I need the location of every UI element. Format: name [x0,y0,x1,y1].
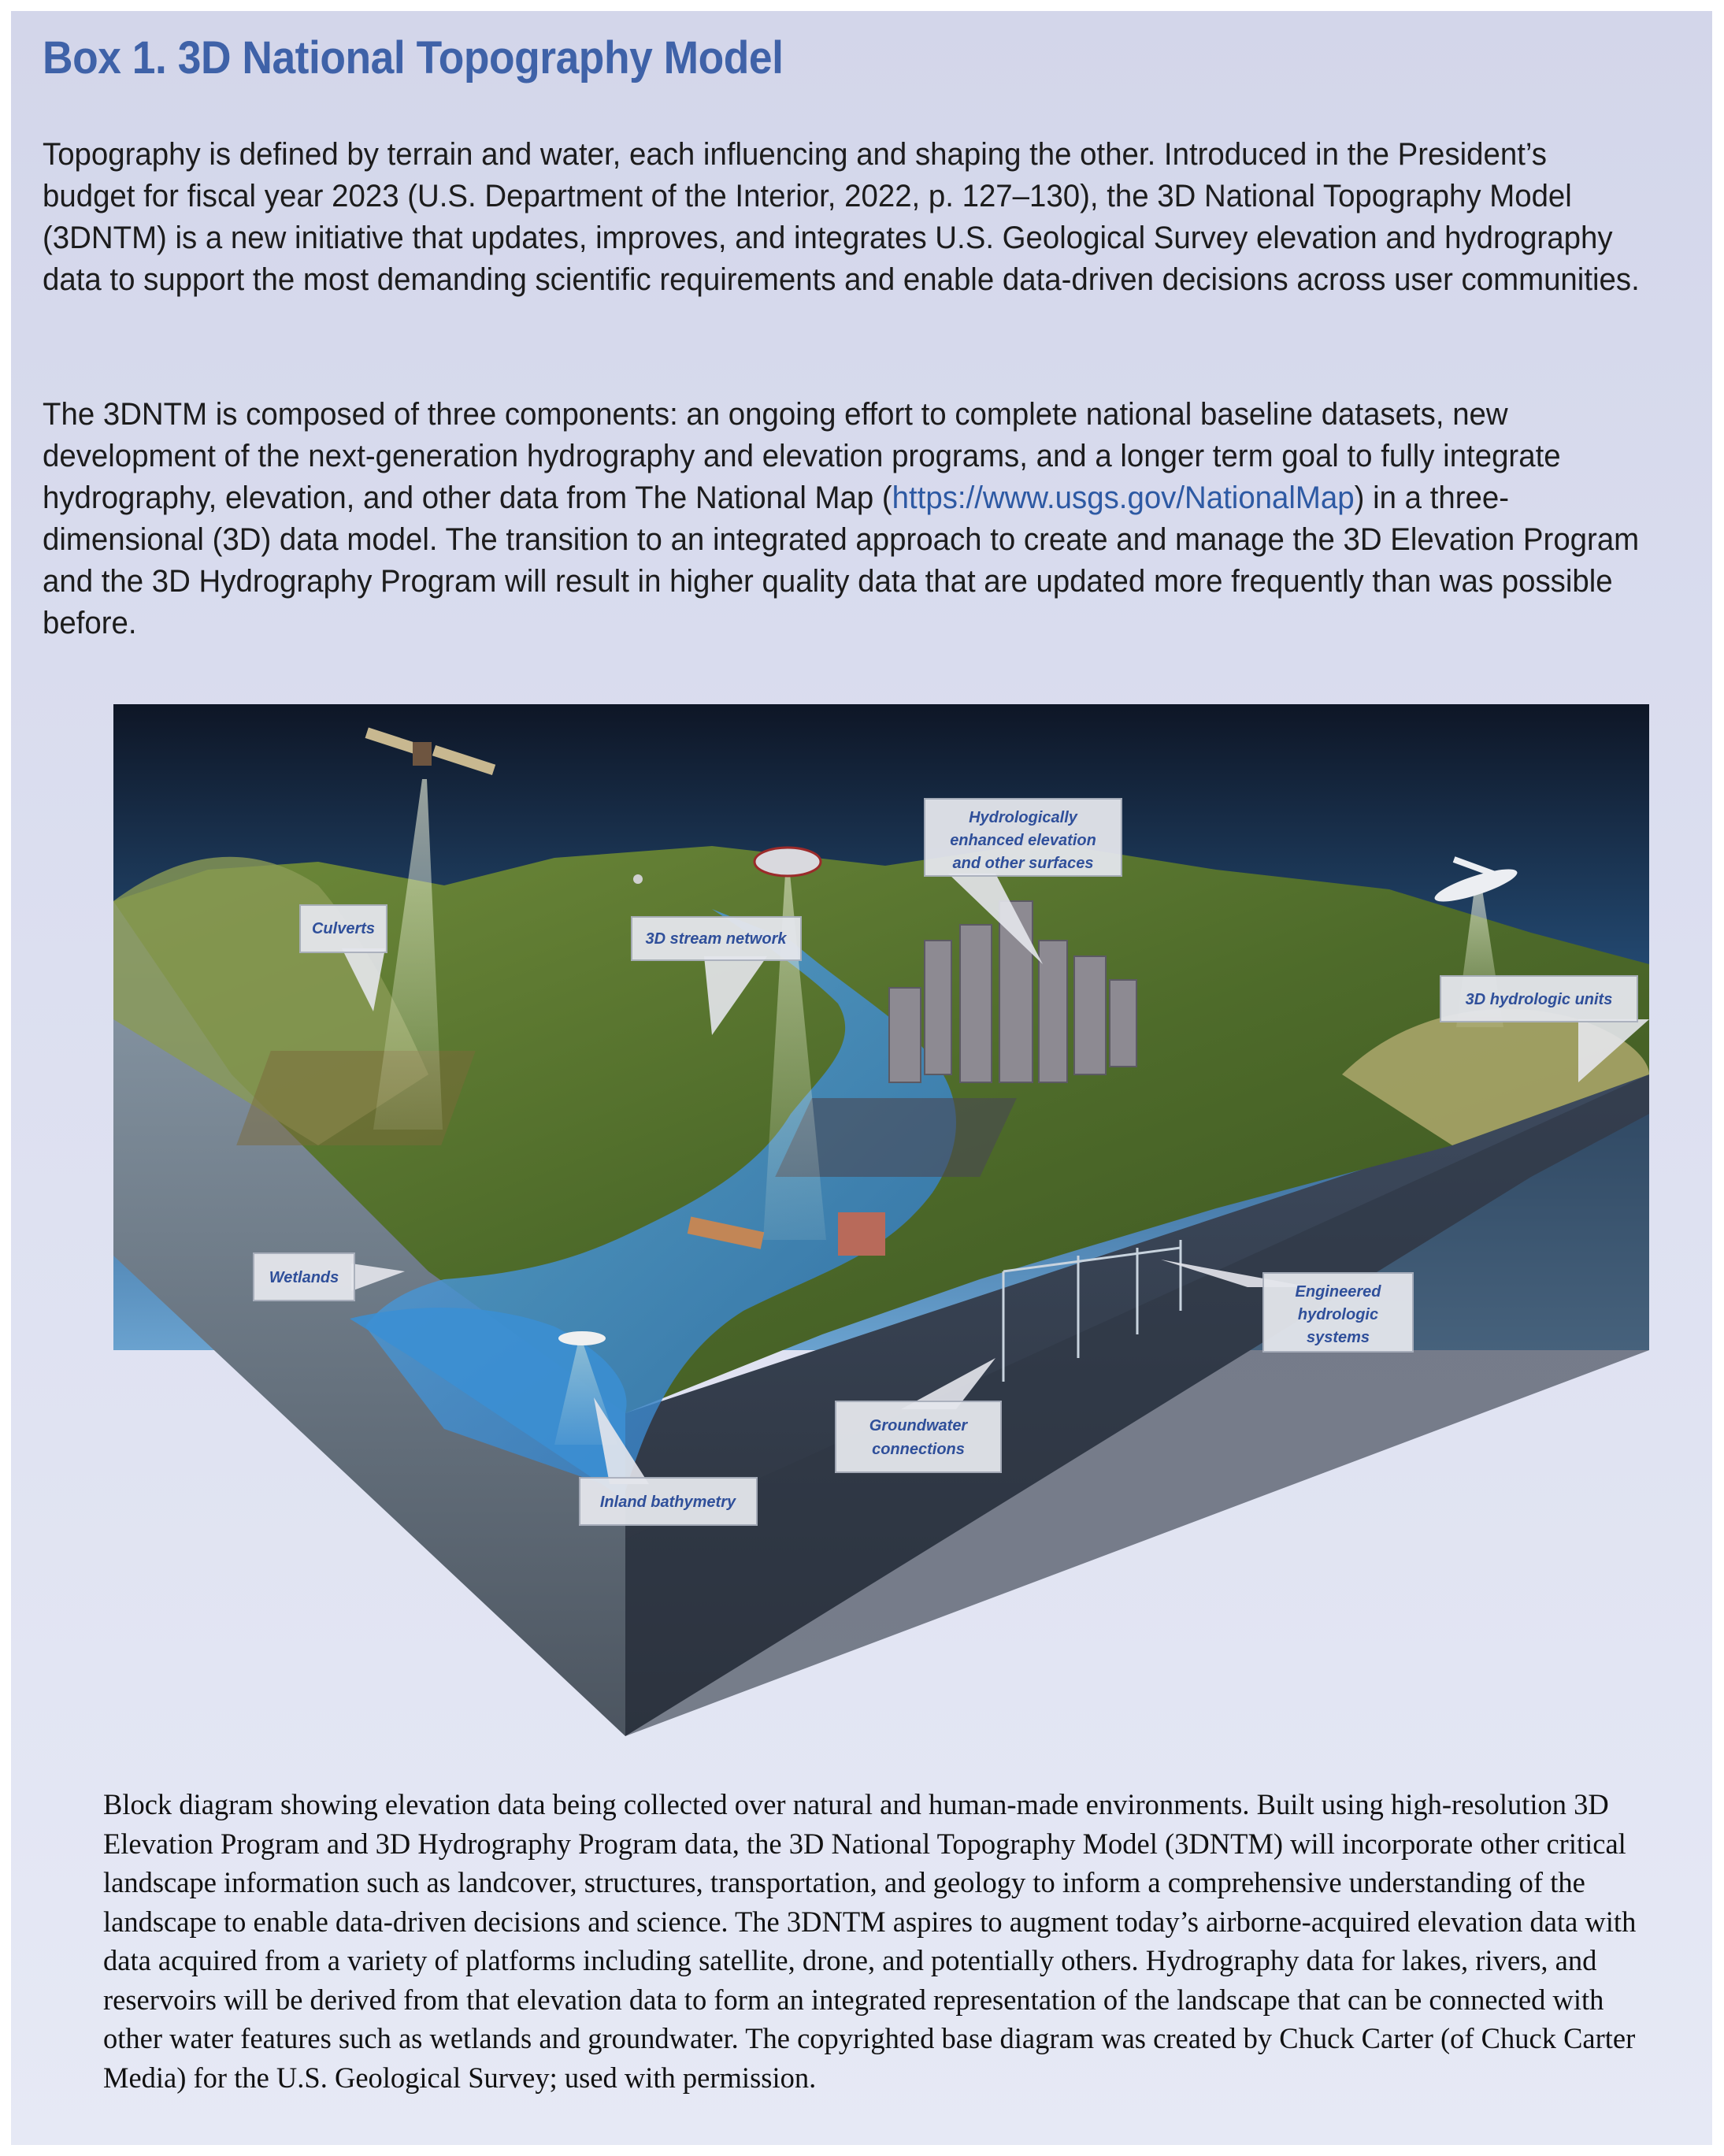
drone-icon [633,874,643,884]
callout-hydro-elevation-line1: Hydrologically [969,809,1077,826]
callout-wetlands-label: Wetlands [269,1269,339,1286]
callout-engineered-line1: Engineered [1295,1283,1381,1301]
callout-engineered-line3: systems [1306,1329,1370,1346]
national-map-link[interactable]: https://www.usgs.gov/NationalMap [892,481,1355,515]
callout-engineered-line2: hydrologic [1297,1306,1379,1323]
airship-icon [754,848,821,876]
callout-groundwater-line2: connections [872,1441,965,1458]
box-title: Box 1. 3D National Topography Model [43,32,784,83]
intro-paragraph: Topography is defined by terrain and water, each influencing and shaping the other. Introduced in the President’s budget for fiscal year 2023 (U.S. Department of the Interior, 2022, p. 127–130), the 3D National Topography Model (3DNTM) is a new initiative that updates, improves, and integrates U.S. Geological Survey elevation and hydrography data to support the most demanding scientific requirements and enable data-driven decisions across user communities. [43,137,1640,297]
callout-stream-network-label: 3D stream network [645,930,787,948]
callout-bathymetry-label: Inland bathymetry [599,1494,736,1511]
callout-hydrologic-units-label: 3D hydrologic units [1465,991,1613,1008]
info-box [11,11,1712,2145]
figure-caption: Block diagram showing elevation data being collected over natural and human-made environments. Built using high-resolution 3D Elevation Program and 3D Hydrography Program data, the 3D National Topography Model (3DNTM) will incorporate other critical landscape information such as landcover, structures, transportation, and geology to inform a comprehensive understanding of the landscape to enable data-driven decisions and science. The 3DNTM aspires to augment today’s airborne-acquired elevation data with data acquired from a variety of platforms including satellite, drone, and potentially others. Hydrography data for lakes, rivers, and reservoirs will be derived from that elevation data to form an integrated representation of the landscape that can be connected with other water features such as wetlands and groundwater. The copyrighted base diagram was created by Chuck Carter (of Chuck Carter Media) for the U.S. Geological Survey; used with permission. [103,1788,1637,2094]
components-paragraph-end: ) in a three-dimensional (3D) data model. The transition to an integrated approach to create and manage the 3D Elevation Program and the 3D Hydrography Program will result in higher quality data that are updated more frequently than was possible before. [43,481,1640,640]
factory [838,1212,885,1256]
block-diagram [113,704,1649,1736]
components-paragraph-start: The 3DNTM is composed of three components: an ongoing effort to complete national baseline datasets, new development of the next-generation hydrography and elevation programs, and a longer term goal to fully integrate hydrography, elevation, and other data from The National Map ( [43,397,1561,515]
components-paragraph [43,394,1645,644]
callout-hydro-elevation-line2: enhanced elevation [950,832,1096,849]
callout-culverts-label: Culverts [311,920,376,937]
callout-groundwater-line1: Groundwater [869,1417,968,1434]
callout-hydro-elevation-line3: and other surfaces [952,855,1094,872]
boat-icon [558,1331,606,1345]
